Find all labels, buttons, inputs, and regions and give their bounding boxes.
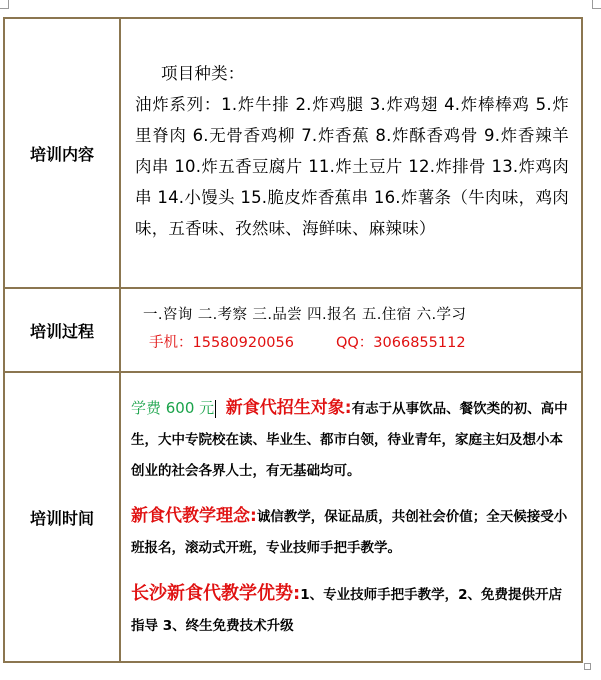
training-table: [3, 17, 583, 663]
row-label: 培训内容: [4, 18, 120, 288]
philosophy-heading: 新食代教学理念:: [131, 505, 257, 526]
table-row: [4, 288, 582, 372]
philosophy-text: 诚信教学，保证品质，共创社会价值；全天候接受小班报名，滚动式开班，专业技师手把手教学。: [131, 508, 568, 556]
page-corner-mark: [0, 0, 9, 9]
tuition-fee: 学费 600 元: [131, 398, 215, 417]
page-corner-mark: [592, 0, 601, 9]
page-end-mark: [584, 663, 591, 670]
teaching-philosophy: [131, 501, 571, 564]
advantage-text: 1、专业技师手把手教学，2、免费提供开店指导 3、终生免费技术升级: [131, 586, 562, 634]
table-row: [4, 372, 582, 662]
qq-number: QQ：3066855112: [335, 335, 466, 351]
row-label: 培训时间: [4, 372, 120, 662]
table-row: [4, 18, 582, 288]
contact-info: [143, 329, 573, 357]
training-time-cell: [120, 372, 582, 662]
training-content-cell: [120, 18, 582, 288]
teaching-advantages: [131, 578, 571, 642]
target-heading: 新食代招生对象:: [225, 397, 352, 418]
phone-number: 手机：15580920056: [149, 335, 294, 351]
target-text: 有志于从事饮品、餐饮类的初、高中生，大中专院校在读、毕业生、都市白领，待业青年，家庭主妇及想小本创业的社会各界人士，有无基础均可。: [131, 400, 568, 479]
enrollment-target: [131, 393, 571, 487]
process-steps: 一.咨询 二.考察 三.品尝 四.报名 五.住宿 六.学习: [143, 307, 467, 323]
training-process-cell: [120, 288, 582, 372]
fried-food-list: 油炸系列：1.炸牛排 2.炸鸡腿 3.炸鸡翅 4.炸棒棒鸡 5.炸里脊肉 6.无骨香鸡柳 7.炸香蕉 8.炸酥香鸡骨 9.炸香辣羊肉串 10.炸五香豆腐片 11.炸土豆片 12.炸排骨 13.炸鸡肉串 14.小馒头 15.脆皮炸香蕉串 16.炸薯条（牛肉味，鸡肉味，五香味、孜然味、海鲜味、麻辣味）: [135, 95, 569, 238]
project-types-heading: 项目种类：: [161, 64, 245, 83]
advantage-heading: 长沙新食代教学优势:: [131, 582, 301, 604]
row-label: 培训过程: [4, 288, 120, 372]
text-cursor: [215, 400, 216, 418]
